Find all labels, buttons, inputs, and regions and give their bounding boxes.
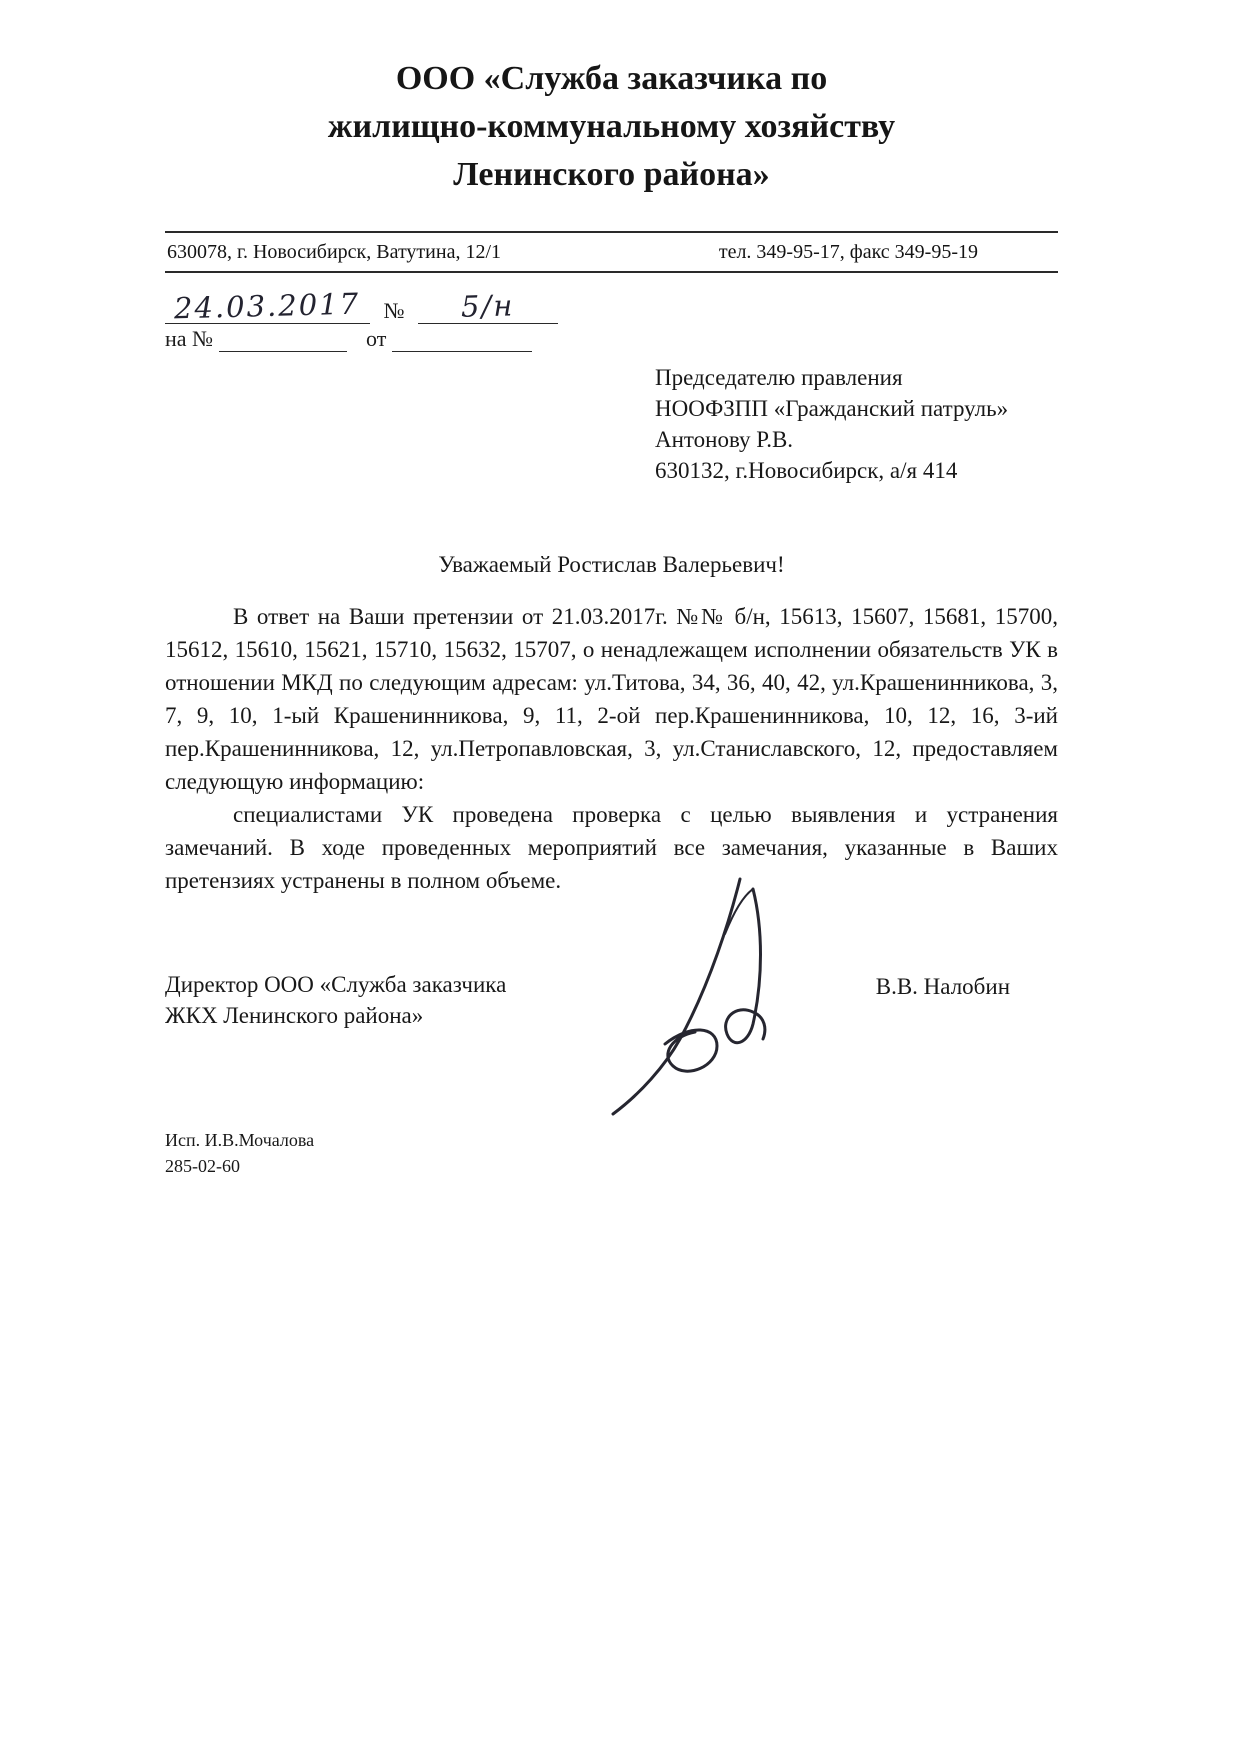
letter-body: [165, 600, 1058, 897]
signer-position-line1: Директор ООО «Служба заказчика: [165, 972, 507, 997]
director-signature-stroke: [605, 874, 795, 1124]
number-sign-label: №: [383, 298, 405, 323]
recipient-block: [655, 362, 1058, 486]
ot-blank: [392, 327, 532, 352]
letterhead-title-line1: ООО «Служба заказчика по: [395, 60, 828, 97]
recipient-name: Антонову Р.В.: [655, 427, 794, 452]
executor-block: [165, 1127, 1058, 1179]
executor-name: Исп. И.В.Мочалова: [165, 1130, 315, 1150]
recipient-organization: НООФЗПП «Гражданский патруль»: [655, 396, 1009, 421]
org-address: 630078, г. Новосибирск, Ватутина, 12/1: [167, 241, 502, 263]
na-number-blank: [219, 327, 347, 352]
reference-block: [165, 286, 1058, 352]
na-number-label: на №: [165, 326, 214, 351]
handwritten-number: 5/н: [460, 288, 516, 324]
executor-phone: 285-02-60: [165, 1156, 240, 1176]
signer-name: В.В. Налобин: [875, 974, 1010, 999]
recipient-address: 630132, г.Новосибирск, а/я 414: [655, 458, 958, 483]
reference-line-reply: [165, 326, 1058, 352]
signature-row: [165, 969, 1058, 1079]
letterhead-title-line3: Ленинского района»: [453, 156, 770, 193]
reference-line-date-number: [165, 286, 1058, 326]
letterhead-title-line2: жилищно-коммунальному хозяйству: [327, 108, 896, 145]
body-paragraph-1: В ответ на Ваши претензии от 21.03.2017г. №№ б/н, 15613, 15607, 15681, 15700, 15612, 15610, 15621, 15710, 15632, 15707, о ненадлежащем исполнении обязательств УК в отношении МКД по следующим адресам: ул.Титова, 34, 36, 40, 42, ул.Крашенинникова, 3, 7, 9, 10, 1-ый Крашенинникова, 9, 11, 2-ой пер.Крашенинникова, 10, 12, 16, 3-ий пер.Крашенинникова, 12, ул.Петропавловская, 3, ул.Станиславского, 12, предоставляем следующую информацию:: [165, 604, 1058, 794]
salutation: Уважаемый Ростислав Валерьевич!: [438, 552, 785, 577]
ot-label: от: [366, 326, 387, 351]
signer-position: [165, 969, 595, 1031]
date-blank: [165, 286, 370, 326]
body-paragraph-2: специалистами УК проведена проверка с целью выявления и устранения замечаний. В ходе проведенных мероприятий все замечания, указанные в Ваших претензиях устранены в полном объеме.: [165, 802, 1058, 893]
signer-position-line2: ЖКХ Ленинского района»: [165, 1003, 424, 1028]
recipient-title: Председателю правления: [655, 365, 903, 390]
letterhead-title: [165, 55, 1058, 199]
org-phone-fax: тел. 349-95-17, факс 349-95-19: [718, 241, 978, 263]
handwritten-date: 24.03.2017: [174, 286, 361, 326]
number-blank: [418, 289, 558, 324]
letterhead-contact-row: [165, 231, 1058, 273]
